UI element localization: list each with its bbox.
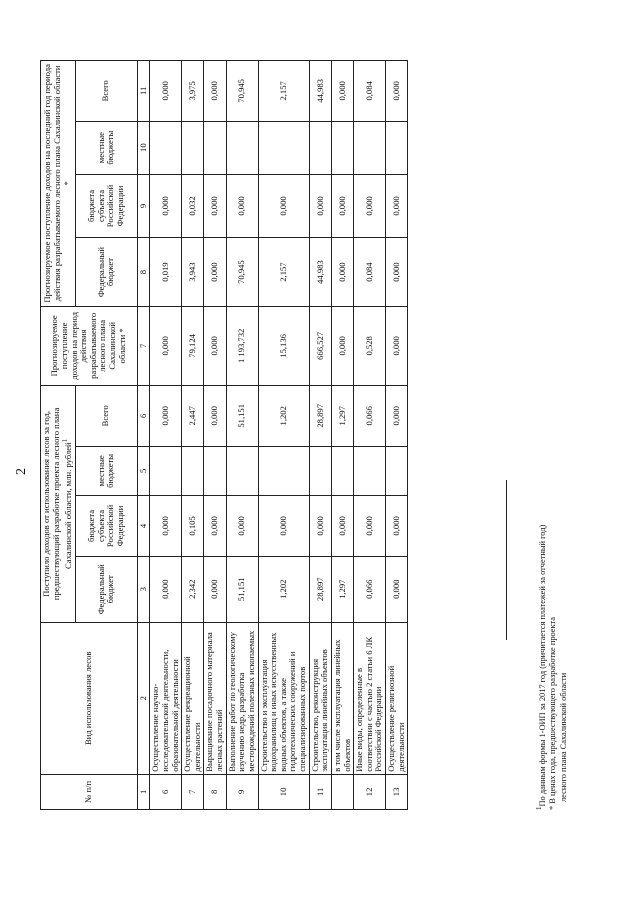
cell-value: 0,019	[150, 238, 182, 306]
cell-value: 0,000	[331, 238, 353, 306]
cell-value: 0,000	[354, 496, 386, 557]
cell-value: 1,202	[258, 556, 309, 622]
cell-value: 0,084	[354, 61, 386, 122]
cell-value: 666,527	[309, 306, 331, 385]
cell-value: 0,066	[354, 386, 386, 447]
cell-value: 0,000	[150, 61, 182, 122]
header-federal-future: Федеральный бюджет	[75, 238, 137, 306]
col-number: 2	[137, 622, 150, 774]
row-num: 8	[204, 774, 226, 809]
row-name: Выращивание посадочного материала лесных растений	[204, 622, 226, 774]
row-num: 11	[309, 774, 331, 809]
cell-value: 0,084	[354, 238, 386, 306]
col-number: 11	[137, 61, 150, 122]
header-kind: Вид использования лесов	[41, 622, 138, 774]
header-num: № п/п	[41, 774, 138, 809]
separator-line	[506, 480, 507, 640]
cell-value: 1 193,732	[226, 306, 258, 385]
row-num: 10	[258, 774, 309, 809]
cell-value: 28,897	[309, 386, 331, 447]
footnote-2-mark: *	[548, 805, 558, 810]
table-row	[150, 61, 182, 810]
header-group-past-text: Поступило доходов от использования лесов за год, предшествующий разработке проекта лесного плана Сахалинской области, млн. рублей	[41, 407, 74, 601]
header-local-future: местные бюджеты	[75, 121, 137, 174]
header-group-past-sup: 1	[61, 438, 70, 443]
cell-value: 0,000	[150, 386, 182, 447]
header-subject-past: бюджета субъекта Российской Федерации	[75, 496, 137, 557]
table-row	[354, 61, 386, 810]
cell-value: 70,945	[226, 61, 258, 122]
header-federal-past: Федеральный бюджет	[75, 556, 137, 622]
col-number: 4	[137, 496, 150, 557]
cell-value: 0,000	[331, 306, 353, 385]
cell-value: 0,000	[331, 174, 353, 238]
cell-value: 0,000	[150, 496, 182, 557]
row-name: в том числе эксплуатация линейных объектов	[331, 622, 353, 774]
cell-value: 3,943	[182, 238, 204, 306]
cell-value: 0,000	[204, 174, 226, 238]
cell-value	[258, 446, 309, 496]
header-total-past: Всего	[75, 386, 137, 447]
table-row	[258, 61, 309, 810]
col-number: 6	[137, 386, 150, 447]
cell-value: 0,000	[150, 556, 182, 622]
cell-value: 0,000	[150, 174, 182, 238]
footnote-1-mark: 1	[535, 806, 543, 810]
cell-value	[150, 121, 182, 174]
cell-value: 2,157	[258, 61, 309, 122]
cell-value	[258, 121, 309, 174]
cell-value	[386, 121, 408, 174]
header-group-past	[41, 386, 76, 623]
cell-value: 0,000	[309, 496, 331, 557]
cell-value: 44,983	[309, 61, 331, 122]
row-num: 12	[354, 774, 386, 809]
cell-value: 0,000	[204, 386, 226, 447]
col-number: 8	[137, 238, 150, 306]
cell-value: 0,000	[150, 306, 182, 385]
cell-value: 1,202	[258, 386, 309, 447]
cell-value: 2,157	[258, 238, 309, 306]
cell-value: 0,000	[204, 306, 226, 385]
cell-value: 0,000	[204, 61, 226, 122]
cell-value: 0,000	[226, 174, 258, 238]
row-name: Осуществление рекреационной деятельности	[182, 622, 204, 774]
cell-value	[182, 121, 204, 174]
table-row	[386, 61, 408, 810]
page-number: 2	[14, 468, 29, 475]
row-num: 6	[150, 774, 182, 809]
row-num: 9	[226, 774, 258, 809]
cell-value: 0,000	[386, 496, 408, 557]
footnotes	[535, 525, 569, 810]
footnote-2	[548, 525, 559, 810]
cell-value: 0,000	[386, 386, 408, 447]
table-row	[182, 61, 204, 810]
cell-value: 51,151	[226, 386, 258, 447]
cell-value: 28,897	[309, 556, 331, 622]
cell-value: 0,066	[354, 556, 386, 622]
cell-value: 1,297	[331, 556, 353, 622]
header-total-future: Всего	[75, 61, 137, 122]
cell-value: 44,983	[309, 238, 331, 306]
cell-value: 2,447	[182, 386, 204, 447]
table-row	[331, 61, 353, 810]
cell-value: 0,032	[182, 174, 204, 238]
cell-value	[386, 446, 408, 496]
cell-value: 0,000	[331, 61, 353, 122]
col-number: 1	[137, 774, 150, 809]
header-subject-future: бюджета субъекта Российской Федерации	[75, 174, 137, 238]
cell-value: 0,000	[309, 174, 331, 238]
cell-value: 70,945	[226, 238, 258, 306]
cell-value: 0,000	[204, 238, 226, 306]
cell-value	[331, 446, 353, 496]
cell-value	[226, 446, 258, 496]
col-number: 7	[137, 306, 150, 385]
cell-value: 0,000	[258, 496, 309, 557]
cell-value: 1,297	[331, 386, 353, 447]
row-num: 7	[182, 774, 204, 809]
footnote-2-line2: лесного плана Сахалинской области	[558, 672, 568, 802]
cell-value	[150, 446, 182, 496]
col-number: 9	[137, 174, 150, 238]
row-name: Строительство, реконструкция эксплуатация линейных объектов	[309, 622, 331, 774]
cell-value: 51,151	[226, 556, 258, 622]
cell-value	[204, 446, 226, 496]
column-number-row	[137, 61, 150, 810]
cell-value	[226, 121, 258, 174]
cell-value: 0,000	[386, 556, 408, 622]
row-name: Осуществление научно-исследовательской деятельности, образовательной деятельности	[150, 622, 182, 774]
row-name: Иные виды, определенные в соответствии с частью 2 статьи 6 ЛК Российской Федерации	[354, 622, 386, 774]
cell-value: 0,000	[386, 61, 408, 122]
cell-value: 0,000	[386, 238, 408, 306]
header-local-past: местные бюджеты	[75, 446, 137, 496]
cell-value	[354, 446, 386, 496]
cell-value: 0,105	[182, 496, 204, 557]
cell-value: 0,000	[258, 174, 309, 238]
footnote-2-line1: В ценах года, предшествующего разработке проекта	[548, 617, 558, 804]
cell-value: 0,000	[226, 496, 258, 557]
cell-value	[331, 121, 353, 174]
row-name: Строительство и эксплуатация водохранилищ и иных искусственных водных объектов, а также гидротехнических сооружений и специализированных портов	[258, 622, 309, 774]
cell-value	[309, 446, 331, 496]
cell-value: 0,000	[204, 496, 226, 557]
row-name: Выполнение работ по геологическому изучению недр, разработка месторождений полезных ископаемых	[226, 622, 258, 774]
col-number: 5	[137, 446, 150, 496]
header-forecast-total: Прогнозируемое поступление доходов на период действия разрабатываемого лесного плана Сахалинской области *	[41, 306, 138, 385]
cell-value: 0,528	[354, 306, 386, 385]
cell-value	[354, 121, 386, 174]
col-number: 3	[137, 556, 150, 622]
revenue-table	[40, 60, 408, 810]
row-num	[331, 774, 353, 809]
cell-value	[204, 121, 226, 174]
cell-value: 3,975	[182, 61, 204, 122]
table-row	[204, 61, 226, 810]
table-row	[309, 61, 331, 810]
row-name: Осуществление религиозной деятельности	[386, 622, 408, 774]
col-number: 10	[137, 121, 150, 174]
cell-value: 0,000	[204, 556, 226, 622]
cell-value: 2,342	[182, 556, 204, 622]
cell-value: 79,124	[182, 306, 204, 385]
cell-value: 0,000	[386, 306, 408, 385]
footnote-1	[535, 525, 548, 810]
cell-value: 0,000	[331, 496, 353, 557]
table-row	[226, 61, 258, 810]
cell-value: 0,000	[386, 174, 408, 238]
cell-value: 0,000	[354, 174, 386, 238]
cell-value	[182, 446, 204, 496]
header-group-future: Прогнозируемое поступление доходов на последний год периода действия разрабатываемого лесного плана Сахалинской области *	[41, 61, 76, 307]
row-num: 13	[386, 774, 408, 809]
cell-value: 15,136	[258, 306, 309, 385]
cell-value	[309, 121, 331, 174]
footnote-1-text: По данным формы 1-ОИП за 2017 год (причитается платежей за отчетный год)	[537, 524, 547, 807]
